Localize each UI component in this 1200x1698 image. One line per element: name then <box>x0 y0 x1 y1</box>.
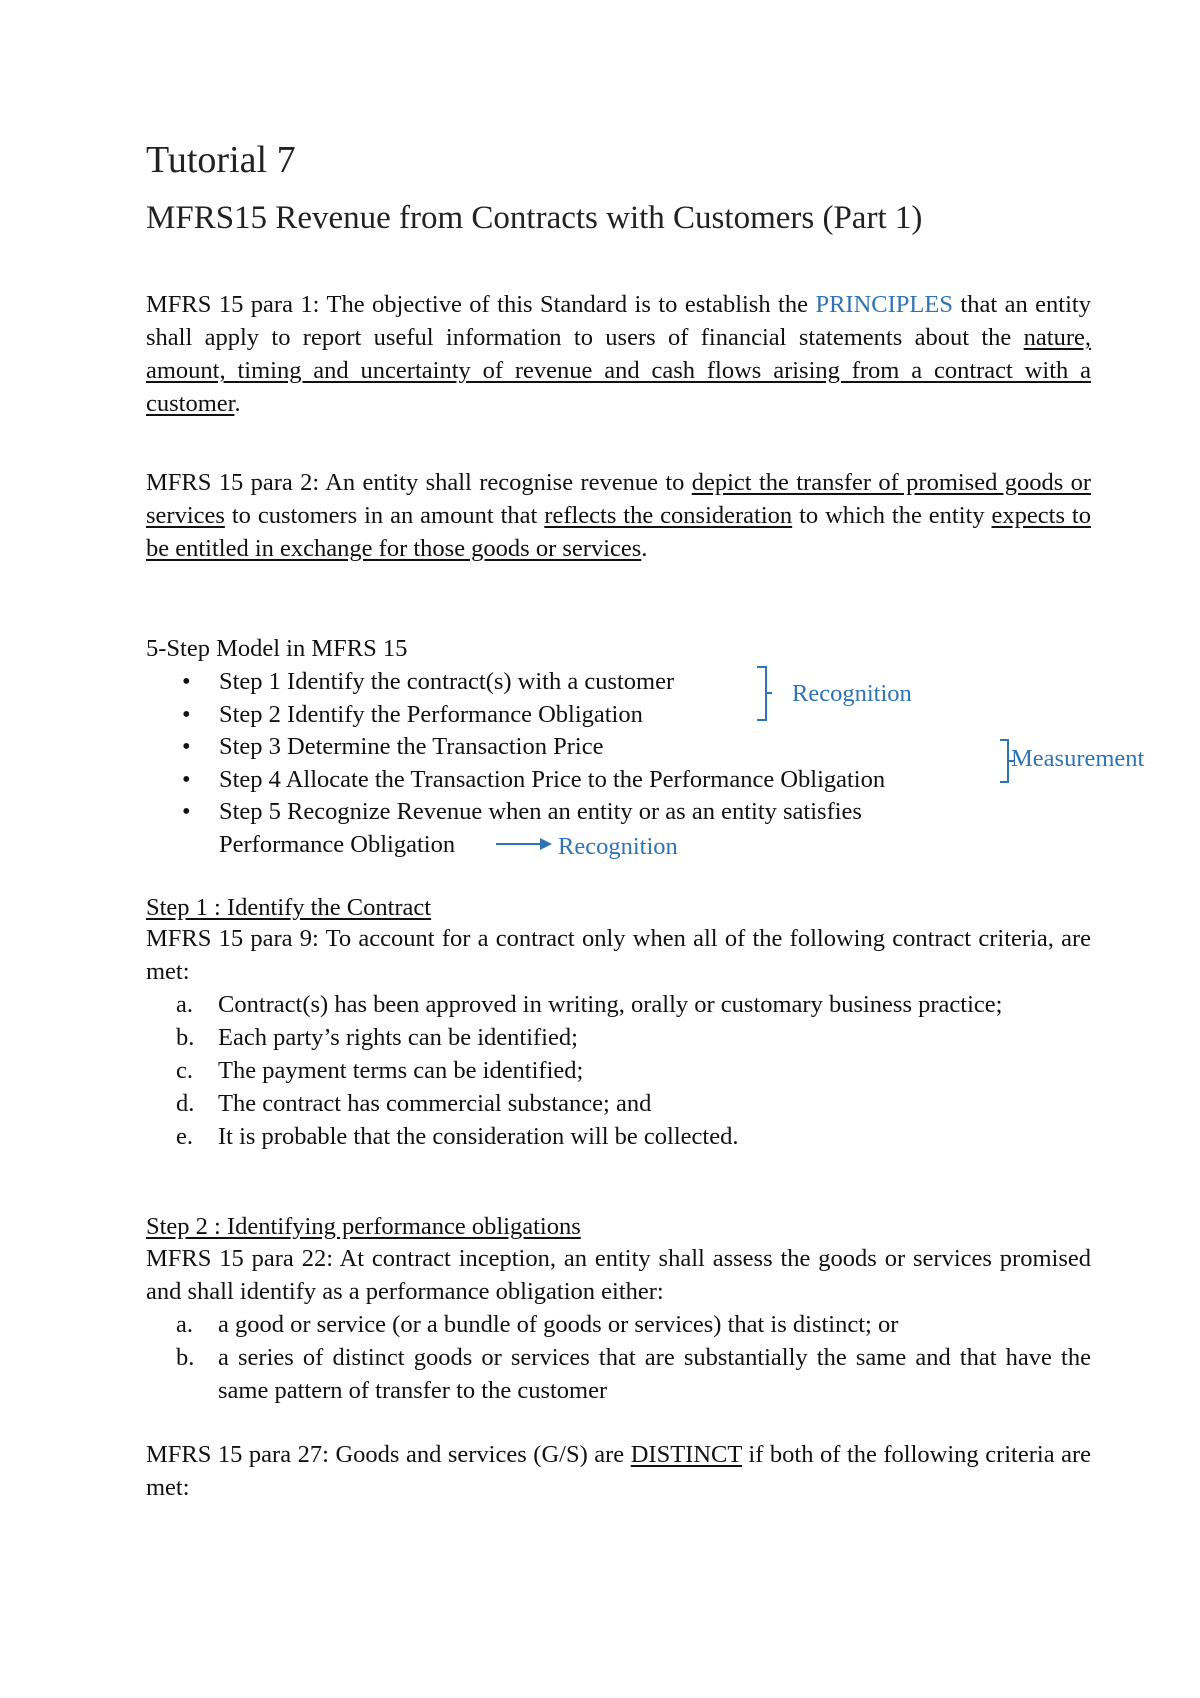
recognition-annotation-top: Recognition <box>792 680 912 707</box>
para-1 <box>146 288 1091 420</box>
step-1-heading-text: Step 1 : Identify the Contract <box>146 894 432 921</box>
list-item <box>146 1021 1091 1054</box>
para-2-mid-2: to which the entity <box>792 502 992 529</box>
step-1-heading <box>146 891 431 924</box>
para-2-underline-2: reflects the consideration <box>544 502 793 529</box>
para-1-suffix: . <box>234 390 241 417</box>
bullet: • <box>182 765 191 793</box>
step-1-criteria-list <box>146 988 1091 1153</box>
item-text: Contract(s) has been approved in writing, orally or customary business practice; <box>218 991 1003 1018</box>
para-27-prefix: MFRS 15 para 27: Goods and services (G/S) are <box>146 1441 631 1468</box>
item-text: a series of distinct goods or services that are substantially the same and that have the same pattern of transfer to the customer <box>218 1344 1091 1404</box>
bullet: • <box>182 733 191 760</box>
para-27-suffix: if both of the following criteria are met: <box>146 1441 1091 1501</box>
step-5-continuation: Performance Obligation <box>219 830 456 858</box>
para-2-mid-1: to customers in an amount that <box>224 502 545 529</box>
list-item <box>146 988 1091 1021</box>
item-text: The contract has commercial substance; and <box>218 1090 652 1117</box>
step-item <box>146 731 1046 764</box>
item-marker: b. <box>176 1344 195 1371</box>
step-2-criteria-list <box>146 1308 1091 1407</box>
para-27 <box>146 1438 1091 1504</box>
para-1-middle: that an entity shall apply to report useful information to users of financial statements about the <box>146 291 1091 351</box>
para-2-prefix: MFRS 15 para 2: An entity shall recognise revenue to <box>146 469 692 496</box>
step-2-text: Step 2 Identify the Performance Obligation <box>219 700 643 728</box>
bullet: • <box>182 700 191 728</box>
step-item <box>146 764 1046 797</box>
para-1-prefix: MFRS 15 para 1: The objective of this Standard is to establish the <box>146 291 816 318</box>
item-marker: a. <box>176 991 193 1018</box>
page-title: Tutorial 7 <box>146 139 296 181</box>
bullet: • <box>182 798 191 825</box>
distinct-underlined: DISTINCT <box>630 1441 742 1468</box>
list-item <box>146 1341 1091 1407</box>
item-text: a good or service (or a bundle of goods or services) that is distinct; or <box>218 1311 899 1338</box>
step-2-heading-text: Step 2 : Identifying performance obligations <box>146 1213 581 1240</box>
bullet: • <box>182 668 191 695</box>
step-1-text: Step 1 Identify the contract(s) with a customer <box>219 668 675 695</box>
para-1-underlined: nature, amount, timing and uncertainty of revenue and cash flows arising from a contract with a customer <box>146 324 1091 417</box>
para-2 <box>146 466 1091 565</box>
measurement-annotation: Measurement <box>1011 745 1145 772</box>
item-text: The payment terms can be identified; <box>218 1057 584 1084</box>
item-marker: c. <box>176 1057 193 1084</box>
step-3-text: Step 3 Determine the Transaction Price <box>219 733 604 760</box>
step-5-text: Step 5 Recognize Revenue when an entity or as an entity satisfies <box>219 798 862 825</box>
list-item <box>146 1054 1091 1087</box>
page-subtitle: MFRS15 Revenue from Contracts with Customers (Part 1) <box>146 200 923 236</box>
para-2-suffix: . <box>641 535 648 562</box>
step-1-intro: MFRS 15 para 9: To account for a contract only when all of the following contract criteria, are met: <box>146 925 1091 985</box>
list-item <box>146 1087 1091 1120</box>
item-text: It is probable that the consideration will be collected. <box>218 1123 739 1150</box>
step-2-heading <box>146 1210 581 1243</box>
para-2-underline-1: depict the transfer of promised goods or services <box>146 469 1091 529</box>
five-step-heading: 5-Step Model in MFRS 15 <box>146 635 408 662</box>
item-marker: a. <box>176 1311 193 1338</box>
item-marker: b. <box>176 1024 195 1051</box>
principles-highlight: PRINCIPLES <box>815 291 953 318</box>
item-marker: d. <box>176 1090 195 1117</box>
list-item <box>146 1120 1091 1153</box>
item-marker: e. <box>176 1123 193 1150</box>
step-4-text: Step 4 Allocate the Transaction Price to the Performance Obligation <box>219 765 886 793</box>
list-item <box>146 1308 1091 1341</box>
recognition-annotation-bottom: Recognition <box>558 833 678 860</box>
step-2-intro: MFRS 15 para 22: At contract inception, an entity shall assess the goods or services promised and shall identify as a performance obligation either: <box>146 1245 1091 1305</box>
para-2-underline-3: expects to be entitled in exchange for those goods or services <box>146 502 1091 562</box>
item-text: Each party’s rights can be identified; <box>218 1024 578 1051</box>
